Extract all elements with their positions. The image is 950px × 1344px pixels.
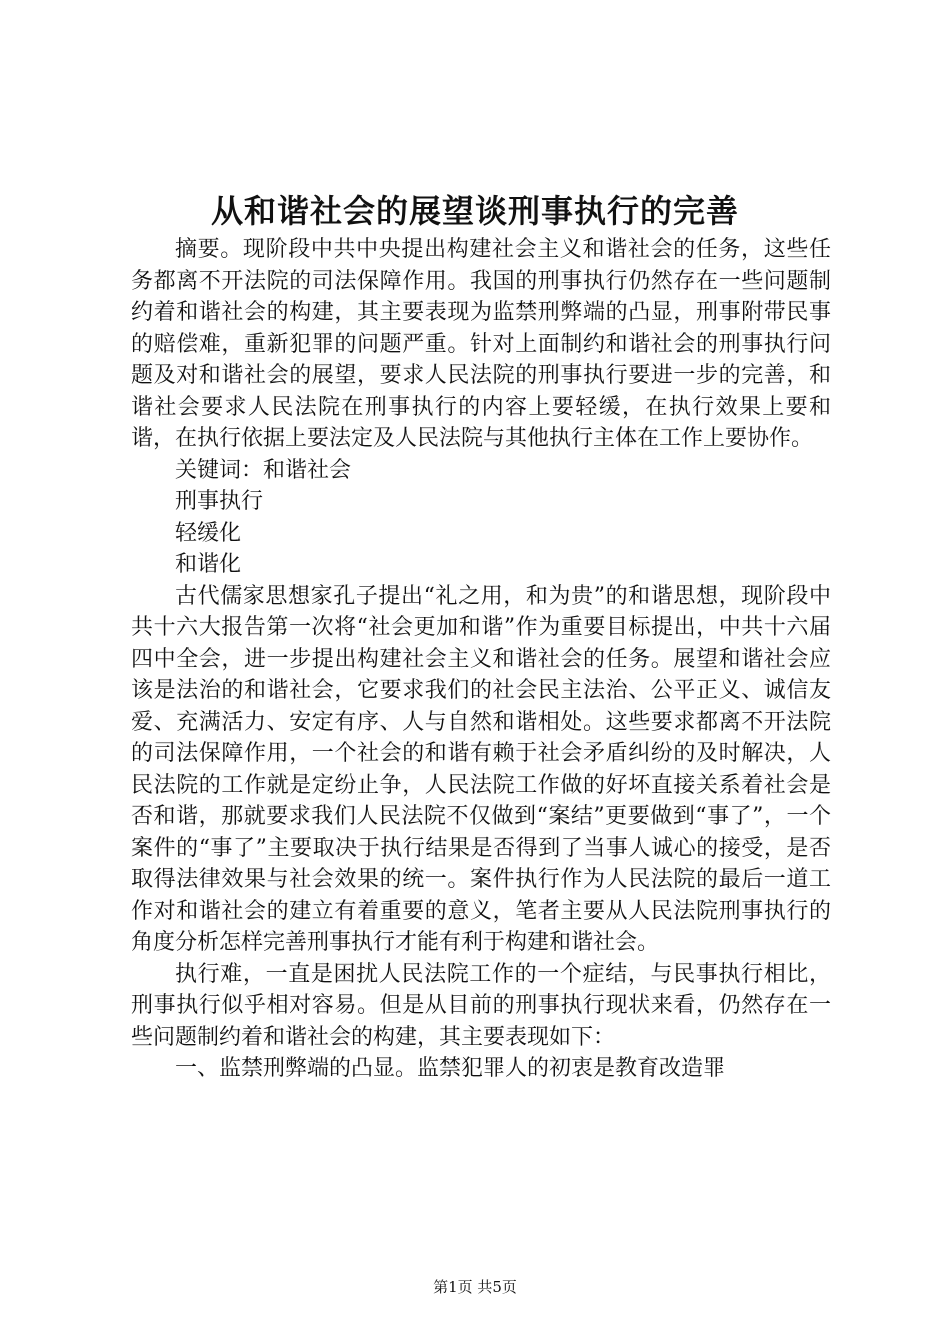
keyword-line: 刑事执行 <box>175 489 264 514</box>
abstract-paragraph: 摘要。现阶段中共中央提出构建社会主义和谐社会的任务，这些任务都离不开法院的司法保障作用。我国的刑事执行仍然存在一些问题制约着和谐社会的构建，其主要表现为监禁刑弊端的凸显，刑事附带民事的赔偿难，重新犯罪的问题严重。针对上面制约和谐社会的刑事执行问题及对和谐社会的展望，要求人民法院的刑事执行要进一步的完善，和谐社会要求人民法院在刑事执行的内容上要轻缓，在执行效果上要和谐，在执行依据上要法定及人民法院与其他执行主体在工作上要协作。 <box>131 237 831 451</box>
body-paragraph: 执行难，一直是困扰人民法院工作的一个症结，与民事执行相比，刑事执行似乎相对容易。但是从目前的刑事执行现状来看，仍然存在一些问题制约着和谐社会的构建，其主要表现如下： <box>131 961 831 1050</box>
keyword-line: 和谐化 <box>175 552 242 577</box>
keyword-line: 关键词：和谐社会 <box>175 457 352 483</box>
page-number-footer: 第1页 共5页 <box>433 1278 517 1296</box>
keyword-line: 轻缓化 <box>175 520 242 546</box>
document-body <box>131 234 831 1085</box>
document-title: 从和谐社会的展望谈刑事执行的完善 <box>210 192 739 230</box>
body-paragraph: 古代儒家思想家孔子提出“礼之用，和为贵”的和谐思想，现阶段中共十六大报告第一次将“社会更加和谐”作为重要目标提出，中共十六届四中全会，进一步提出构建社会主义和谐社会的任务。展望和谐社会应该是法治的和谐社会，它要求我们的社会民主法治、公平正义、诚信友爱、充满活力、安定有序、人与自然和谐相处。这些要求都离不开法院的司法保障作用，一个社会的和谐有赖于社会矛盾纠纷的及时解决，人民法院的工作就是定纷止争，人民法院工作做的好坏直接关系着社会是否和谐，那就要求我们人民法院不仅做到“案结”更要做到“事了”，一个案件的“事了”主要取决于执行结果是否得到了当事人诚心的接受，是否取得法律效果与社会效果的统一。案件执行作为人民法院的最后一道工作对和谐社会的建立有着重要的意义，笔者主要从人民法院刑事执行的角度分析怎样完善刑事执行才能有利于构建和谐社会。 <box>131 583 831 955</box>
body-paragraph: 一、监禁刑弊端的凸显。监禁犯罪人的初衷是教育改造罪 <box>175 1056 726 1081</box>
